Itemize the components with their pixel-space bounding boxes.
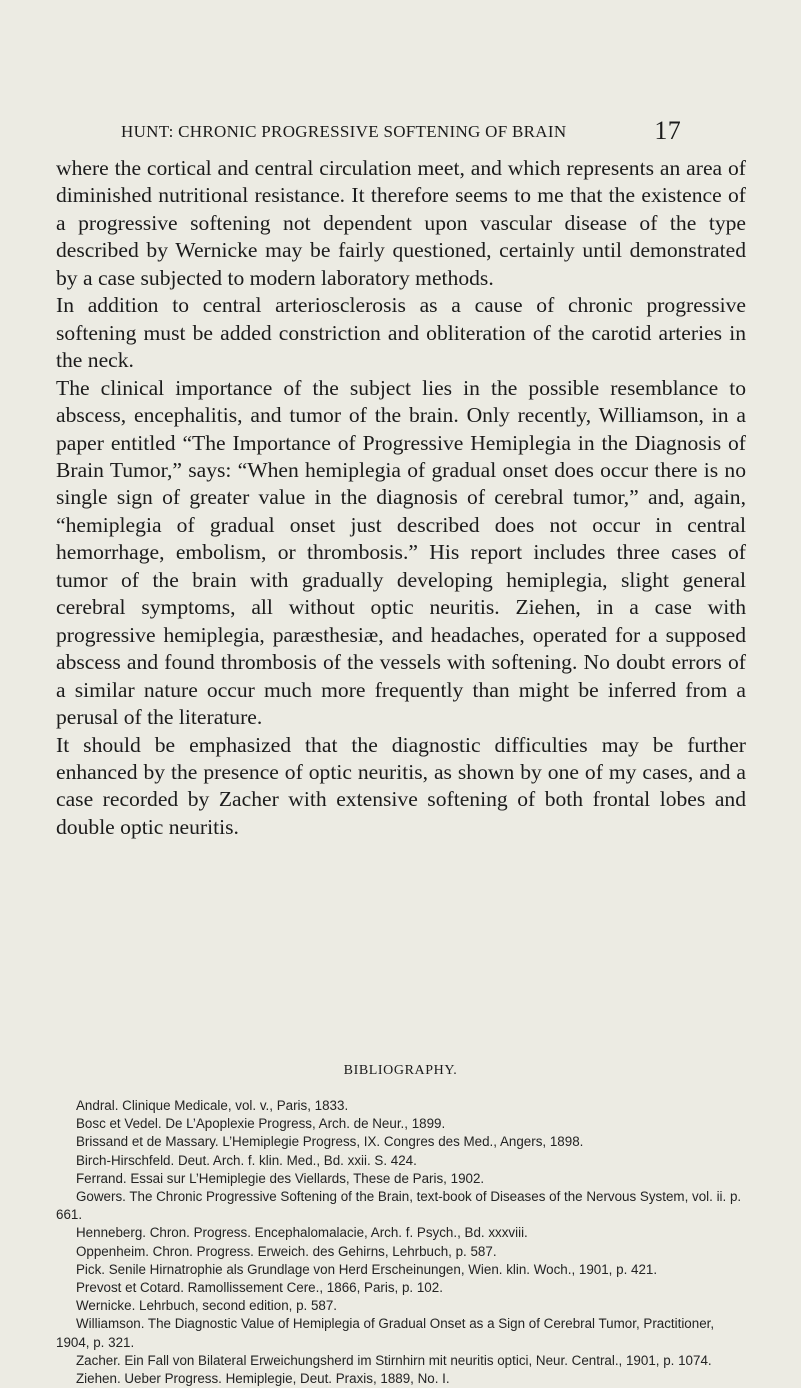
page-number: 17: [654, 116, 681, 145]
running-head-title: HUNT: CHRONIC PROGRESSIVE SOFTENING OF BRAIN: [121, 122, 567, 141]
paragraph-1: where the cortical and central circulation meet, and which represents an area of diminished nutritional resistance. It therefore seems to me that the existence of a progressive softening not dependent upon vascular disease of the type described by Wernicke may be fairly questioned, certainly until demonstrated by a case subjected to modern laboratory methods.: [56, 156, 746, 290]
bibliography-entry: Ziehen. Ueber Progress. Hemiplegie, Deut. Praxis, 1889, No. I.: [76, 1371, 450, 1387]
bibliography-entry: Birch-Hirschfeld. Deut. Arch. f. klin. Med., Bd. xxii. S. 424.: [76, 1152, 417, 1168]
paragraph-4: It should be emphasized that the diagnostic difficulties may be further enhanced by the presence of optic neuritis, as shown by one of my cases, and a case recorded by Zacher with extensive softening of both frontal lobes and double optic neuritis.: [56, 732, 746, 839]
paragraph-2: In addition to central arteriosclerosis as a cause of chronic progressive softening must be added constriction and obliteration of the carotid arteries in the neck.: [56, 293, 746, 373]
bibliography-entry: Andral. Clinique Medicale, vol. v., Paris, 1833.: [76, 1098, 349, 1113]
bibliography-entry: Ferrand. Essai sur L’Hemiplegie des Viellards, These de Paris, 1902.: [76, 1170, 485, 1186]
body-text: [56, 155, 746, 841]
bibliography-entry: Pick. Senile Hirnatrophie als Grundlage von Herd Erscheinungen, Wien. klin. Woch., 1901, p. 421.: [76, 1261, 658, 1277]
bibliography-entry: Oppenheim. Chron. Progress. Erweich. des Gehirns, Lehrbuch, p. 587.: [76, 1243, 497, 1259]
bibliography-list: [56, 1097, 748, 1388]
bibliography-entry: Prevost et Cotard. Ramollissement Cere., 1866, Paris, p. 102.: [76, 1280, 443, 1296]
bibliography-heading: BIBLIOGRAPHY.: [343, 1063, 458, 1078]
bibliography-entry: Henneberg. Chron. Progress. Encephalomalacie, Arch. f. Psych., Bd. xxxviii.: [76, 1225, 528, 1241]
bibliography-entry: Bosc et Vedel. De L’Apoplexie Progress, Arch. de Neur., 1899.: [76, 1116, 446, 1132]
paragraph-3: The clinical importance of the subject lies in the possible resemblance to abscess, encephalitis, and tumor of the brain. Only recently, Williamson, in a paper entitled “The Importance of Progressive Hemiplegia in the Diagnosis of Brain Tumor,” says: “When hemiplegia of gradual onset does occur there is no single sign of greater value in the diagnosis of cerebral tumor,” and, again, “hemiplegia of gradual onset just described does not occur in central hemorrhage, embolism, or thrombosis.” His report includes three cases of tumor of the brain with gradually developing hemiplegia, slight general cerebral symptoms, all without optic neuritis. Ziehen, in a case with progressive hemiplegia, paræsthesiæ, and headaches, operated for a supposed abscess and found thrombosis of the vessels with softening. No doubt errors of a similar nature occur much more frequently than might be inferred from a perusal of the literature.: [56, 375, 746, 730]
bibliography-entry: Brissand et de Massary. L’Hemiplegie Progress, IX. Congres des Med., Angers, 1898.: [76, 1134, 584, 1150]
bibliography-entry: Williamson. The Diagnostic Value of Hemiplegia of Gradual Onset as a Sign of Cerebral Tumor, Practitioner, 1904, p. 321.: [56, 1316, 715, 1350]
bibliography-entry: Gowers. The Chronic Progressive Softening of the Brain, text-book of Diseases of the Nervous System, vol. ii. p. 661.: [56, 1189, 742, 1223]
bibliography-entry: Wernicke. Lehrbuch, second edition, p. 587.: [76, 1298, 338, 1314]
bibliography-entry: Zacher. Ein Fall von Bilateral Erweichungsherd im Stirnhirn mit neuritis optici, Neur. Central., 1901, p. 1074.: [76, 1352, 712, 1368]
